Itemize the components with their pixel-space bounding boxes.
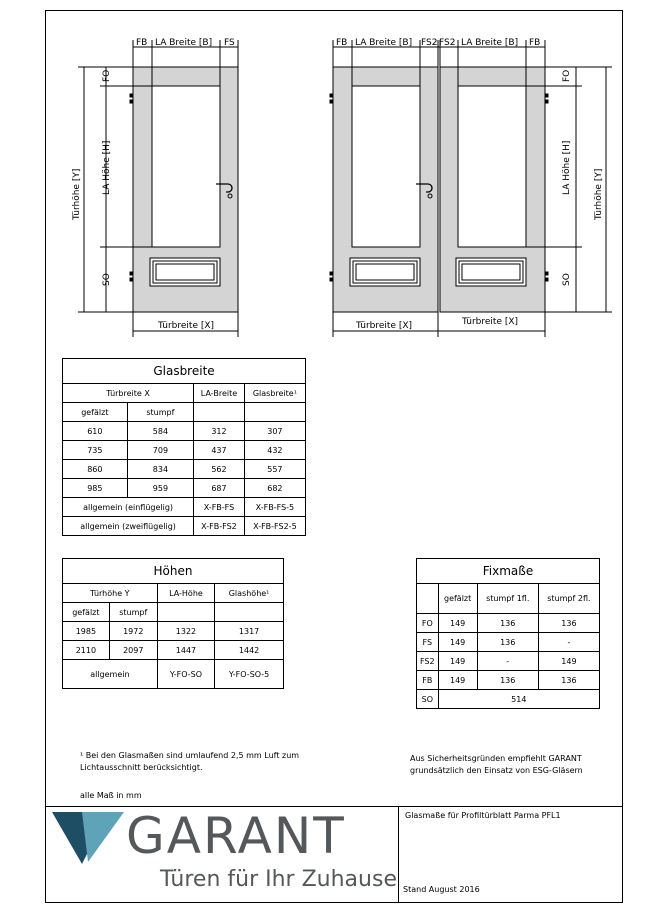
header-door-height: Türhöhe Y [63, 584, 158, 603]
single-door-glass-cutout [152, 86, 220, 247]
dim-fo-label: FO [562, 69, 572, 82]
table-row: allgemein Y-FO-SO Y-FO-SO-5 [63, 660, 284, 689]
table-row: allgemein (zweiflügelig) X-FB-FS2 X-FB-FS2-5 [63, 517, 306, 536]
dim-fb-label: FB [529, 38, 541, 48]
units-note: alle Maß in mm [80, 791, 142, 800]
document-date: Stand August 2016 [403, 885, 480, 894]
header-la-height: LA-Höhe [157, 584, 214, 603]
dim-fb-label: FB [136, 38, 148, 48]
table-row: FS 149 136 - [417, 633, 600, 652]
brand-name: GARANT [126, 807, 346, 865]
dim-la-breite-label: LA Breite [B] [155, 38, 213, 48]
garant-logo-icon [52, 812, 124, 864]
header-glass-width: Glasbreite¹ [244, 384, 305, 403]
dim-la-height-label: LA Höhe [H] [102, 140, 112, 195]
table-row: allgemein (einflügelig) X-FB-FS X-FB-FS-5 [63, 498, 306, 517]
header-flush: stumpf [109, 603, 157, 622]
table-row: FS2 149 - 149 [417, 652, 600, 671]
dim-door-width-label: Türbreite [X] [462, 317, 519, 327]
dim-la-breite-label: LA Breite [B] [461, 38, 519, 48]
table-row: 735 709 437 432 [63, 441, 306, 460]
header-rebated: gefälzt [63, 603, 110, 622]
single-door-panel [150, 258, 220, 286]
header-glass-height: Glashöhe¹ [215, 584, 284, 603]
dim-fs-label: FS [224, 38, 235, 48]
table-row: FO 149 136 136 [417, 614, 600, 633]
document-title: Glasmaße für Profiltürblatt Parma PFL1 [405, 811, 561, 820]
table-row: 985 959 687 682 [63, 479, 306, 498]
dim-la-height-label: LA Höhe [H] [562, 140, 572, 195]
dim-door-width-label: Türbreite [X] [356, 321, 413, 331]
table-row: SO 514 [417, 690, 600, 709]
footer-vertical-divider [398, 806, 399, 903]
glasbreite-title: Glasbreite [63, 359, 306, 384]
brand-slogan: Türen für Ihr Zuhause [160, 867, 397, 892]
hoehen-table [62, 558, 284, 689]
fixmasse-title: Fixmaße [417, 559, 600, 584]
glasbreite-table [62, 358, 306, 536]
dim-so-label: SO [102, 273, 112, 286]
header-door-width: Türbreite X [63, 384, 194, 403]
header-flush: stumpf [127, 403, 193, 422]
dim-so-label: SO [562, 273, 572, 286]
footnote: ¹ Bei den Glasmaßen sind umlaufend 2,5 mm Luft zum Lichtausschnitt berücksichtigt. [80, 751, 300, 772]
safety-note: Aus Sicherheitsgründen empfiehlt GARANT grundsätzlich den Einsatz von ESG-Gläsern [410, 754, 583, 775]
table-row: 1985 1972 1322 1317 [63, 622, 284, 641]
header-rebated: gefälzt [63, 403, 128, 422]
dim-door-width-label: Türbreite [X] [158, 321, 215, 331]
dim-door-height-label: Türhöhe [Y] [594, 168, 604, 220]
header-la-width: LA-Breite [194, 384, 245, 403]
dim-door-height-label: Türhöhe [Y] [72, 168, 82, 220]
dim-fo-label: FO [102, 69, 112, 82]
hoehen-title: Höhen [63, 559, 284, 584]
table-row: FB 149 136 136 [417, 671, 600, 690]
table-row: 2110 2097 1447 1442 [63, 641, 284, 660]
dim-la-breite-label: LA Breite [B] [355, 38, 413, 48]
dim-fs2-label: FS2 [421, 38, 438, 48]
fixmasse-table: Fixmaße gefälzt stumpf 1fl. stumpf 2fl. FO 149 136 136 FS 149 136 - FS2 149 - 149 FB 149 136 136 SO 514 [416, 558, 600, 709]
table-row: 860 834 562 557 [63, 460, 306, 479]
table-row: 610 584 312 307 [63, 422, 306, 441]
dim-fs2-label: FS2 [439, 38, 456, 48]
door-drawing [0, 0, 656, 360]
dim-fb-label: FB [336, 38, 348, 48]
